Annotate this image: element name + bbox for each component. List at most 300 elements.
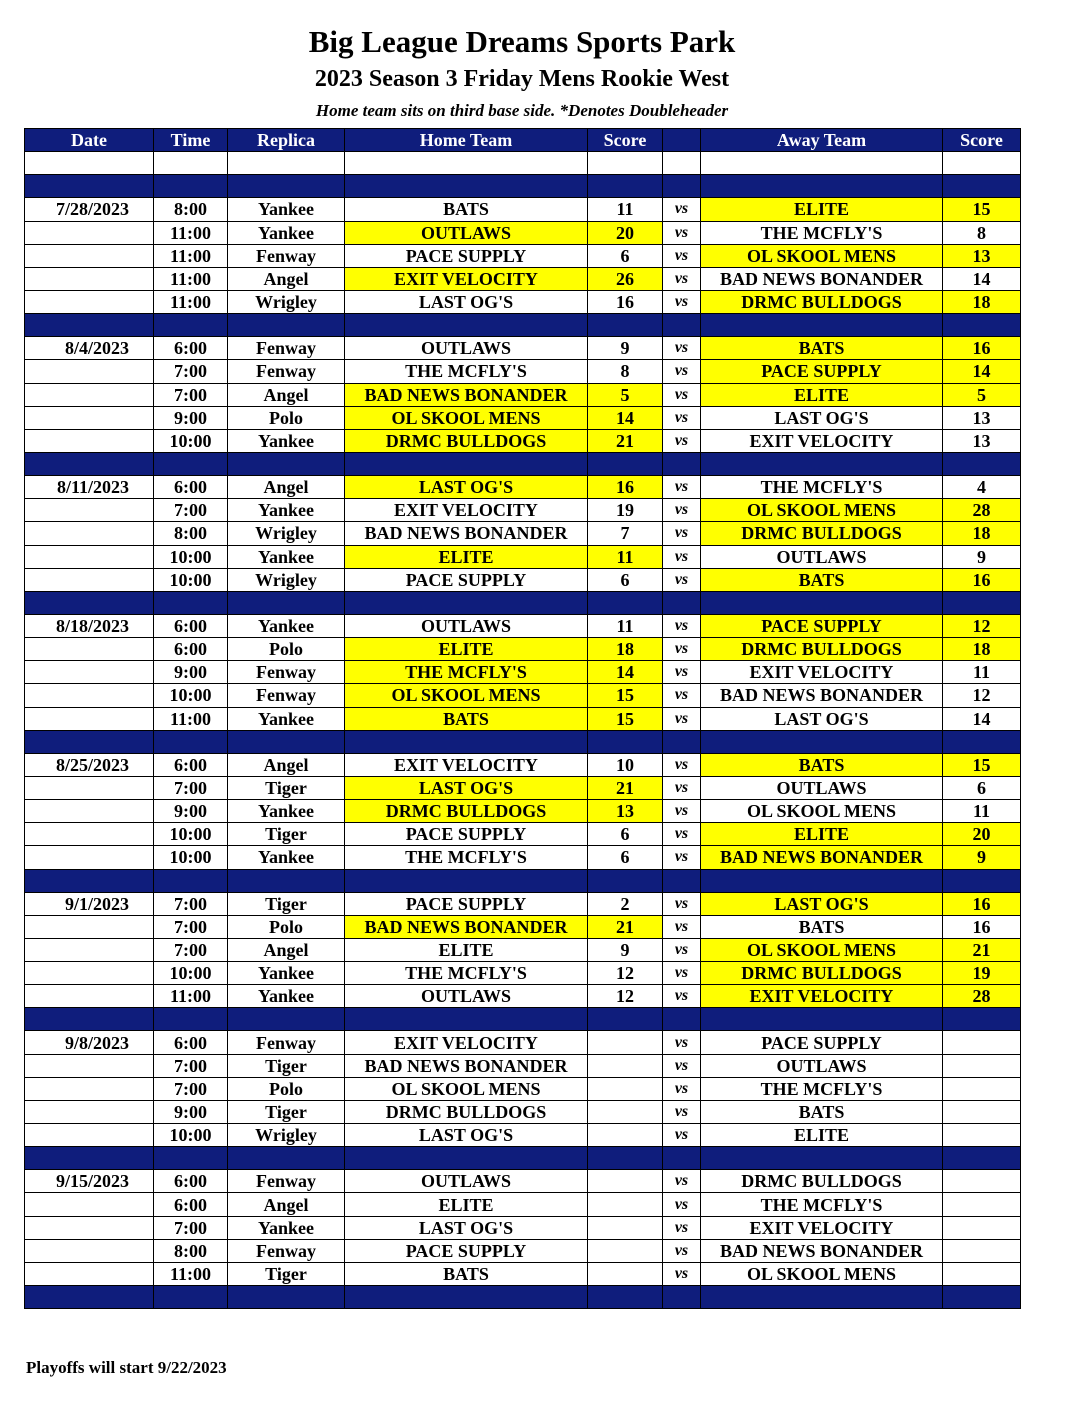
away-team: EXIT VELOCITY: [701, 985, 943, 1008]
home-team: EXIT VELOCITY: [345, 1031, 588, 1054]
schedule-table: [24, 128, 1021, 1309]
home-team: BAD NEWS BONANDER: [345, 1054, 588, 1077]
game-replica-field: Tiger: [228, 1262, 345, 1285]
away-score: 18: [943, 638, 1021, 661]
game-time: 11:00: [154, 290, 228, 313]
away-team: OUTLAWS: [701, 545, 943, 568]
home-team: ELITE: [345, 545, 588, 568]
game-replica-field: Yankee: [228, 221, 345, 244]
home-score: 15: [588, 684, 663, 707]
game-time: 6:00: [154, 614, 228, 637]
home-score: [588, 1262, 663, 1285]
away-score: 14: [943, 707, 1021, 730]
vs-label: vs: [663, 360, 701, 383]
game-time: 11:00: [154, 267, 228, 290]
vs-label: vs: [663, 244, 701, 267]
away-team: BATS: [701, 1100, 943, 1123]
game-date: [25, 290, 154, 313]
game-time: 11:00: [154, 1262, 228, 1285]
week-separator: [25, 314, 1021, 337]
week-separator-cell: [228, 1286, 345, 1309]
week-separator-cell: [228, 452, 345, 475]
game-time: 7:00: [154, 383, 228, 406]
week-separator-cell: [154, 869, 228, 892]
home-team: ELITE: [345, 938, 588, 961]
away-team: OL SKOOL MENS: [701, 244, 943, 267]
home-score: 16: [588, 476, 663, 499]
game-row: [25, 661, 1021, 684]
week-separator-cell: [701, 730, 943, 753]
game-row: [25, 360, 1021, 383]
home-team: LAST OG'S: [345, 1216, 588, 1239]
week-separator-cell: [228, 1008, 345, 1031]
home-score: 21: [588, 776, 663, 799]
week-separator-cell: [588, 452, 663, 475]
week-separator-cell: [154, 175, 228, 198]
away-team: OL SKOOL MENS: [701, 938, 943, 961]
vs-label: vs: [663, 846, 701, 869]
game-row: [25, 476, 1021, 499]
game-row: [25, 1077, 1021, 1100]
away-team: LAST OG'S: [701, 406, 943, 429]
game-replica-field: Wrigley: [228, 568, 345, 591]
game-time: 10:00: [154, 1124, 228, 1147]
home-team: ELITE: [345, 1193, 588, 1216]
vs-label: vs: [663, 522, 701, 545]
home-team: PACE SUPPLY: [345, 892, 588, 915]
schedule-body: [25, 152, 1021, 1309]
away-team: ELITE: [701, 823, 943, 846]
vs-label: vs: [663, 684, 701, 707]
vs-label: vs: [663, 962, 701, 985]
game-date: 9/8/2023: [25, 1031, 154, 1054]
game-replica-field: Yankee: [228, 545, 345, 568]
home-team: PACE SUPPLY: [345, 568, 588, 591]
week-separator: [25, 1286, 1021, 1309]
away-score: 16: [943, 915, 1021, 938]
game-replica-field: Yankee: [228, 962, 345, 985]
week-separator-cell: [345, 175, 588, 198]
week-separator-cell: [228, 730, 345, 753]
week-separator-cell: [588, 314, 663, 337]
game-date: 8/18/2023: [25, 614, 154, 637]
week-separator-cell: [663, 452, 701, 475]
home-score: 6: [588, 568, 663, 591]
game-time: 6:00: [154, 753, 228, 776]
vs-label: vs: [663, 892, 701, 915]
game-row: [25, 1262, 1021, 1285]
game-replica-field: Yankee: [228, 985, 345, 1008]
game-time: 10:00: [154, 823, 228, 846]
week-separator-cell: [25, 1286, 154, 1309]
week-separator-cell: [154, 730, 228, 753]
game-row: [25, 383, 1021, 406]
week-separator-cell: [943, 175, 1021, 198]
game-replica-field: Fenway: [228, 244, 345, 267]
week-separator-cell: [943, 1147, 1021, 1170]
week-separator-cell: [663, 730, 701, 753]
home-team: DRMC BULLDOGS: [345, 429, 588, 452]
home-team: OL SKOOL MENS: [345, 1077, 588, 1100]
week-separator-cell: [943, 1008, 1021, 1031]
week-separator-cell: [25, 1147, 154, 1170]
home-score: [588, 1216, 663, 1239]
home-team: BAD NEWS BONANDER: [345, 522, 588, 545]
game-date: [25, 568, 154, 591]
away-team: ELITE: [701, 198, 943, 221]
week-separator-cell: [588, 1008, 663, 1031]
game-row: [25, 614, 1021, 637]
away-team: THE MCFLY'S: [701, 476, 943, 499]
week-separator-cell: [25, 452, 154, 475]
game-row: [25, 985, 1021, 1008]
vs-label: vs: [663, 1170, 701, 1193]
vs-label: vs: [663, 1216, 701, 1239]
game-date: [25, 244, 154, 267]
game-row: [25, 915, 1021, 938]
game-date: [25, 1216, 154, 1239]
home-team: THE MCFLY'S: [345, 962, 588, 985]
week-separator-cell: [701, 314, 943, 337]
away-score: 13: [943, 429, 1021, 452]
vs-label: vs: [663, 476, 701, 499]
game-time: 8:00: [154, 522, 228, 545]
week-separator-cell: [345, 1008, 588, 1031]
vs-label: vs: [663, 545, 701, 568]
week-separator-cell: [154, 452, 228, 475]
week-separator-cell: [588, 869, 663, 892]
home-score: 7: [588, 522, 663, 545]
game-time: 7:00: [154, 892, 228, 915]
week-separator: [25, 730, 1021, 753]
blank-row-cell: [943, 152, 1021, 175]
game-row: [25, 823, 1021, 846]
away-team: EXIT VELOCITY: [701, 1216, 943, 1239]
week-separator-cell: [588, 591, 663, 614]
home-score: 10: [588, 753, 663, 776]
vs-label: vs: [663, 985, 701, 1008]
game-time: 8:00: [154, 198, 228, 221]
week-separator-cell: [701, 1147, 943, 1170]
game-date: [25, 915, 154, 938]
game-time: 6:00: [154, 1193, 228, 1216]
away-score: 12: [943, 614, 1021, 637]
home-score: [588, 1031, 663, 1054]
game-time: 11:00: [154, 244, 228, 267]
home-team: PACE SUPPLY: [345, 1239, 588, 1262]
game-row: [25, 753, 1021, 776]
game-replica-field: Polo: [228, 638, 345, 661]
game-date: 8/4/2023: [25, 337, 154, 360]
game-date: [25, 1077, 154, 1100]
week-separator-cell: [943, 591, 1021, 614]
week-separator-cell: [943, 1286, 1021, 1309]
page-title: Big League Dreams Sports Park: [308, 24, 736, 59]
game-date: [25, 522, 154, 545]
away-score: 12: [943, 684, 1021, 707]
game-replica-field: Yankee: [228, 1216, 345, 1239]
vs-label: vs: [663, 753, 701, 776]
game-time: 9:00: [154, 661, 228, 684]
game-replica-field: Angel: [228, 1193, 345, 1216]
game-replica-field: Angel: [228, 383, 345, 406]
game-date: [25, 221, 154, 244]
game-time: 6:00: [154, 638, 228, 661]
game-replica-field: Yankee: [228, 707, 345, 730]
home-team: OUTLAWS: [345, 985, 588, 1008]
away-team: BAD NEWS BONANDER: [701, 267, 943, 290]
away-score: 14: [943, 267, 1021, 290]
game-date: 9/1/2023: [25, 892, 154, 915]
vs-label: vs: [663, 638, 701, 661]
away-team: OL SKOOL MENS: [701, 499, 943, 522]
week-separator: [25, 869, 1021, 892]
game-replica-field: Fenway: [228, 337, 345, 360]
home-score: 12: [588, 985, 663, 1008]
week-separator-cell: [701, 869, 943, 892]
game-date: [25, 1239, 154, 1262]
away-score: 9: [943, 545, 1021, 568]
game-row: [25, 800, 1021, 823]
game-time: 8:00: [154, 1239, 228, 1262]
col-home-score: Score: [588, 129, 663, 152]
game-replica-field: Yankee: [228, 499, 345, 522]
week-separator-cell: [663, 175, 701, 198]
week-separator-cell: [345, 730, 588, 753]
game-replica-field: Yankee: [228, 846, 345, 869]
home-team: OUTLAWS: [345, 337, 588, 360]
game-replica-field: Fenway: [228, 1031, 345, 1054]
game-date: [25, 707, 154, 730]
week-separator-cell: [228, 869, 345, 892]
home-score: 21: [588, 429, 663, 452]
home-score: 5: [588, 383, 663, 406]
vs-label: vs: [663, 661, 701, 684]
week-separator-cell: [663, 591, 701, 614]
game-row: [25, 846, 1021, 869]
home-team: OUTLAWS: [345, 221, 588, 244]
home-score: 11: [588, 545, 663, 568]
home-score: 26: [588, 267, 663, 290]
game-date: [25, 360, 154, 383]
home-team: BAD NEWS BONANDER: [345, 915, 588, 938]
game-row: [25, 892, 1021, 915]
game-row: [25, 962, 1021, 985]
game-replica-field: Wrigley: [228, 1124, 345, 1147]
week-separator-cell: [25, 591, 154, 614]
game-row: [25, 337, 1021, 360]
game-row: [25, 1170, 1021, 1193]
vs-label: vs: [663, 383, 701, 406]
away-team: PACE SUPPLY: [701, 614, 943, 637]
week-separator-cell: [663, 1147, 701, 1170]
away-team: BATS: [701, 337, 943, 360]
blank-row: [25, 152, 1021, 175]
vs-label: vs: [663, 915, 701, 938]
week-separator-cell: [943, 869, 1021, 892]
away-score: 20: [943, 823, 1021, 846]
week-separator: [25, 452, 1021, 475]
game-replica-field: Tiger: [228, 892, 345, 915]
week-separator-cell: [943, 730, 1021, 753]
game-replica-field: Angel: [228, 938, 345, 961]
game-time: 7:00: [154, 360, 228, 383]
home-team: BATS: [345, 1262, 588, 1285]
game-row: [25, 221, 1021, 244]
col-away-team: Away Team: [701, 129, 943, 152]
home-team: BATS: [345, 707, 588, 730]
game-date: [25, 1262, 154, 1285]
game-row: [25, 244, 1021, 267]
home-score: 6: [588, 846, 663, 869]
game-replica-field: Tiger: [228, 1100, 345, 1123]
home-team: PACE SUPPLY: [345, 823, 588, 846]
week-separator-cell: [154, 1147, 228, 1170]
away-team: DRMC BULLDOGS: [701, 638, 943, 661]
vs-label: vs: [663, 800, 701, 823]
game-replica-field: Angel: [228, 267, 345, 290]
away-score: 4: [943, 476, 1021, 499]
blank-row-cell: [345, 152, 588, 175]
week-separator-cell: [663, 314, 701, 337]
vs-label: vs: [663, 1193, 701, 1216]
game-replica-field: Yankee: [228, 614, 345, 637]
game-replica-field: Polo: [228, 406, 345, 429]
game-replica-field: Polo: [228, 915, 345, 938]
away-score: 16: [943, 337, 1021, 360]
header-row: [25, 129, 1021, 152]
blank-row-cell: [588, 152, 663, 175]
week-separator-cell: [345, 591, 588, 614]
week-separator-cell: [663, 869, 701, 892]
home-team: BATS: [345, 198, 588, 221]
game-time: 9:00: [154, 1100, 228, 1123]
game-date: [25, 684, 154, 707]
vs-label: vs: [663, 823, 701, 846]
vs-label: vs: [663, 614, 701, 637]
away-score: [943, 1031, 1021, 1054]
game-date: [25, 545, 154, 568]
game-date: 7/28/2023: [25, 198, 154, 221]
home-score: 11: [588, 198, 663, 221]
away-team: PACE SUPPLY: [701, 1031, 943, 1054]
away-team: OL SKOOL MENS: [701, 1262, 943, 1285]
game-row: [25, 1124, 1021, 1147]
week-separator-cell: [701, 591, 943, 614]
game-time: 7:00: [154, 776, 228, 799]
week-separator-cell: [345, 1147, 588, 1170]
game-row: [25, 499, 1021, 522]
game-time: 7:00: [154, 1077, 228, 1100]
home-score: [588, 1100, 663, 1123]
home-score: 15: [588, 707, 663, 730]
home-score: [588, 1054, 663, 1077]
home-team: OL SKOOL MENS: [345, 684, 588, 707]
week-separator-cell: [228, 314, 345, 337]
game-date: [25, 985, 154, 1008]
home-team: LAST OG'S: [345, 476, 588, 499]
away-score: 13: [943, 244, 1021, 267]
game-date: 8/25/2023: [25, 753, 154, 776]
vs-label: vs: [663, 198, 701, 221]
away-score: 28: [943, 985, 1021, 1008]
week-separator-cell: [25, 730, 154, 753]
away-team: THE MCFLY'S: [701, 1193, 943, 1216]
col-replica: Replica: [228, 129, 345, 152]
game-time: 10:00: [154, 545, 228, 568]
game-date: [25, 1054, 154, 1077]
away-score: 21: [943, 938, 1021, 961]
game-row: [25, 938, 1021, 961]
away-score: 11: [943, 661, 1021, 684]
away-score: 16: [943, 892, 1021, 915]
away-score: [943, 1077, 1021, 1100]
home-team: LAST OG'S: [345, 776, 588, 799]
game-date: 9/15/2023: [25, 1170, 154, 1193]
vs-label: vs: [663, 429, 701, 452]
home-team: LAST OG'S: [345, 1124, 588, 1147]
week-separator: [25, 1008, 1021, 1031]
schedule-note: Home team sits on third base side. *Denotes Doubleheader: [315, 101, 729, 120]
vs-label: vs: [663, 337, 701, 360]
game-replica-field: Yankee: [228, 198, 345, 221]
home-score: 12: [588, 962, 663, 985]
game-date: [25, 1100, 154, 1123]
week-separator-cell: [25, 314, 154, 337]
away-team: ELITE: [701, 383, 943, 406]
week-separator-cell: [663, 1008, 701, 1031]
game-date: [25, 962, 154, 985]
away-score: 13: [943, 406, 1021, 429]
home-team: THE MCFLY'S: [345, 846, 588, 869]
home-score: 6: [588, 823, 663, 846]
game-replica-field: Tiger: [228, 776, 345, 799]
home-score: 6: [588, 244, 663, 267]
game-row: [25, 568, 1021, 591]
col-time: Time: [154, 129, 228, 152]
game-row: [25, 545, 1021, 568]
week-separator-cell: [154, 1008, 228, 1031]
game-time: 7:00: [154, 499, 228, 522]
vs-label: vs: [663, 1077, 701, 1100]
vs-label: vs: [663, 290, 701, 313]
game-date: [25, 823, 154, 846]
away-team: DRMC BULLDOGS: [701, 290, 943, 313]
game-row: [25, 638, 1021, 661]
blank-row-cell: [701, 152, 943, 175]
week-separator-cell: [25, 1008, 154, 1031]
game-time: 10:00: [154, 429, 228, 452]
home-team: BAD NEWS BONANDER: [345, 383, 588, 406]
week-separator-cell: [701, 452, 943, 475]
week-separator-cell: [345, 314, 588, 337]
game-date: [25, 846, 154, 869]
game-row: [25, 429, 1021, 452]
away-team: OUTLAWS: [701, 1054, 943, 1077]
week-separator-cell: [663, 1286, 701, 1309]
game-date: [25, 267, 154, 290]
game-date: [25, 406, 154, 429]
home-team: EXIT VELOCITY: [345, 267, 588, 290]
game-replica-field: Polo: [228, 1077, 345, 1100]
game-date: [25, 429, 154, 452]
home-team: THE MCFLY'S: [345, 661, 588, 684]
home-score: 2: [588, 892, 663, 915]
game-time: 10:00: [154, 846, 228, 869]
vs-label: vs: [663, 267, 701, 290]
game-time: 6:00: [154, 337, 228, 360]
away-team: THE MCFLY'S: [701, 1077, 943, 1100]
